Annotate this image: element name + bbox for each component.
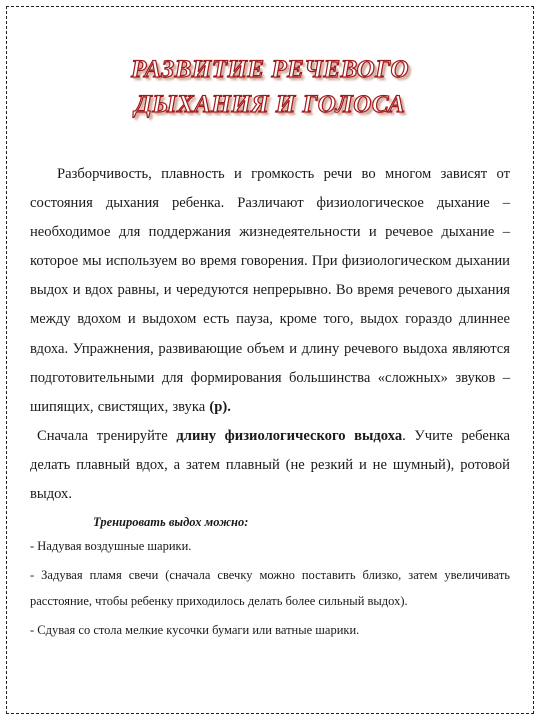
list-item: - Надувая воздушные шарики. [30,539,192,554]
paragraph-training-start: Сначала тренируйте [37,427,177,444]
paragraph-training-bold: длину физиологического выдоха [176,427,403,444]
paragraph-training-end: . Учите ребенка делать плавный вдох, а затем плавный (не резкий и не шумный), ротовой выдох. [30,427,510,503]
list-item: - Задувая пламя свечи (сначала свечку можно поставить близко, затем увеличивать расстояние, чтобы ребенку приходилось делать более сильный выдох). [30,568,510,609]
paragraph-intro-bold: (р). [209,398,231,415]
paragraph-intro-text: Разборчивость, плавность и громкость речи во многом зависят от состояния дыхания ребенка. Различают физиологическое дыхание – необходимое для поддержания жизнедеятельности и речевое дыхание – которое мы используем во время говорения. При физиологическом дыхании выдох и вдох равны, и чередуются непрерывно. Во время речевого дыхания между вдохом и выдохом есть пауза, кроме того, выдох гораздо длиннее вдоха. Упражнения, развивающие объем и длину речевого выдоха являются подготовительными для формирования большинства «сложных» звуков – шипящих, свистящих, звука [30,166,510,415]
paragraph-training [30,422,510,509]
exercise-list [30,533,510,643]
title-line-1: РАЗВИТИЕ РЕЧЕВОГО [130,56,410,83]
paragraph-intro [30,160,510,422]
document-body [30,160,510,643]
title-line-2: ДЫХАНИЯ И ГОЛОСА [134,91,406,118]
list-item: - Сдувая со стола мелкие кусочки бумаги или ватные шарики. [30,623,360,638]
page-title [0,52,540,122]
exercise-subheading: Тренировать выдох можно: [93,515,249,530]
